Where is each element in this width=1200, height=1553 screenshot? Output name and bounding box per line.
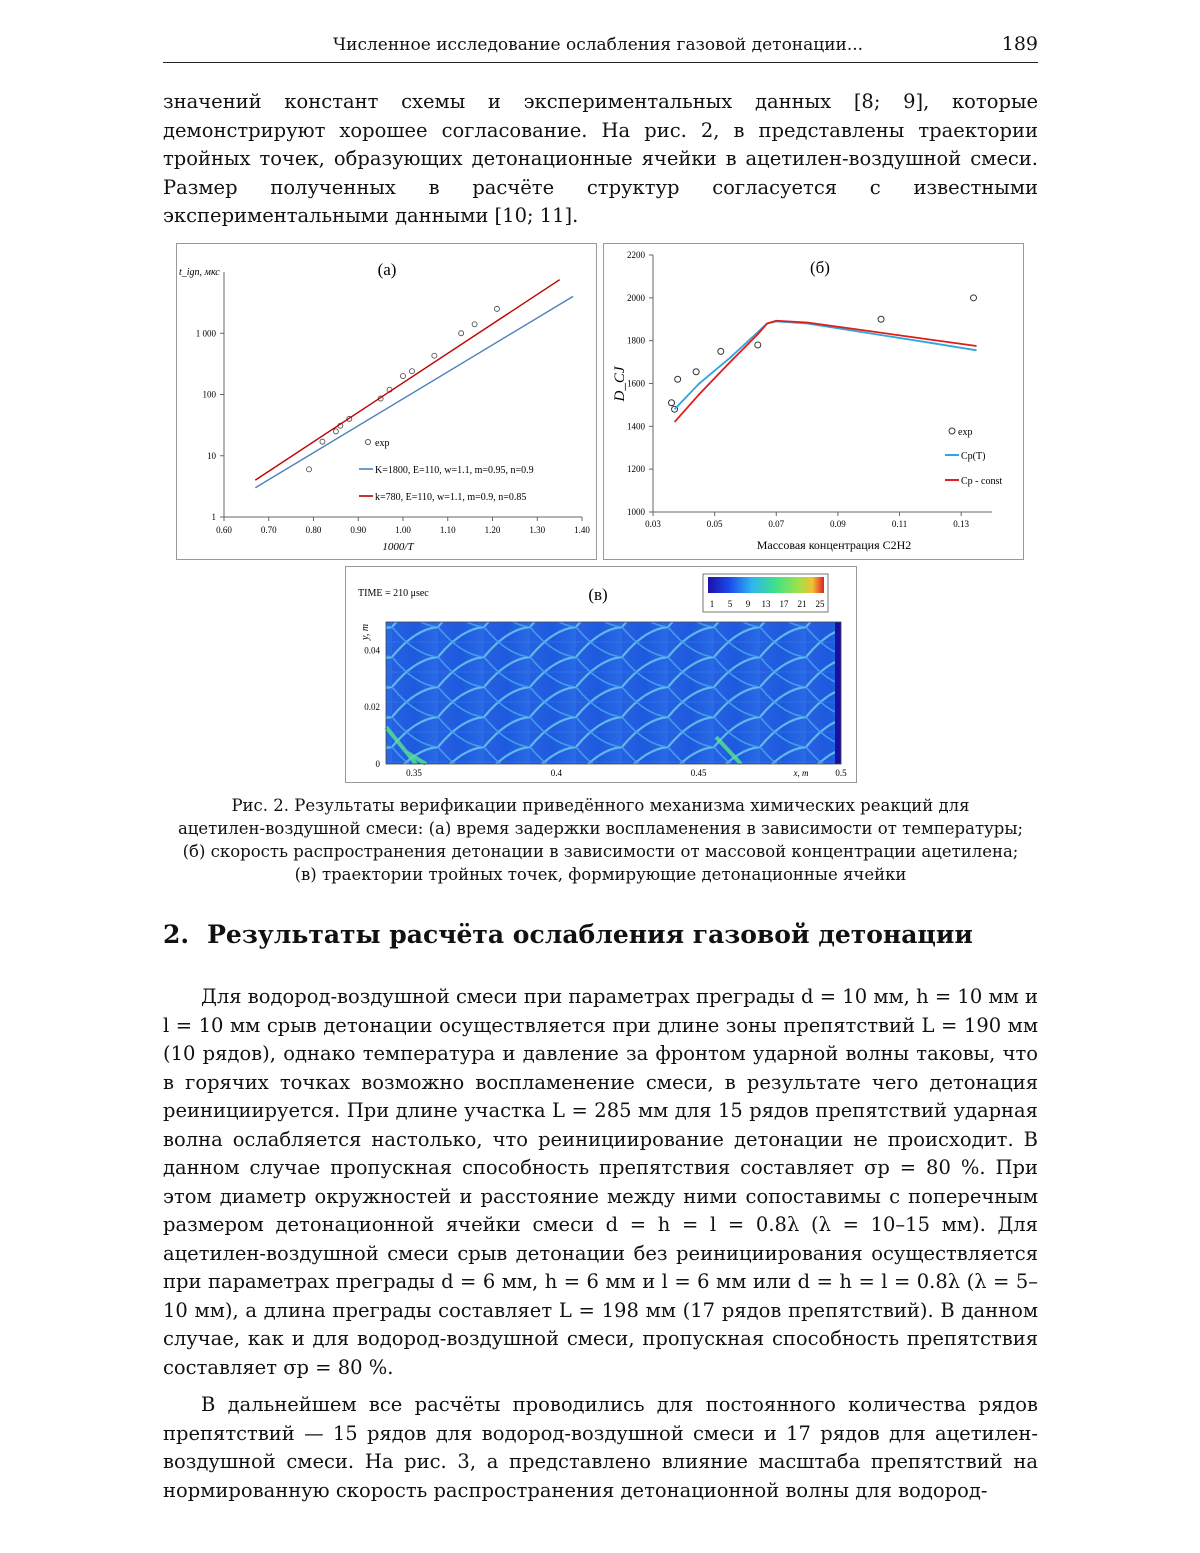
exp-data-point (878, 316, 884, 322)
exp-data-point (307, 467, 312, 472)
y-tick-label: 1800 (627, 335, 645, 346)
legend-marker-exp (366, 440, 371, 445)
exp-data-point (693, 369, 699, 375)
panel-a-chart (177, 244, 596, 559)
colorbar-tick-label: 21 (797, 599, 807, 609)
figure-panel-a (176, 243, 597, 560)
x-tick-label: 0.11 (891, 519, 908, 529)
x-tick-label: 0.13 (953, 519, 970, 529)
y-tick-label: 1400 (627, 421, 645, 432)
y-tick-label: 2000 (627, 292, 645, 303)
y-tick-label: 0.04 (364, 645, 380, 656)
colorbar-tick-label: 5 (727, 599, 733, 609)
x-tick-label: 0.09 (830, 519, 846, 529)
exp-data-point (320, 439, 325, 444)
y-tick-label: 1 (211, 512, 216, 522)
panel-a-y-label: t_ign, мкс (179, 267, 220, 278)
page-number: 189 (1001, 33, 1038, 55)
panel-b-x-label: Массовая концентрация C2H2 (756, 538, 912, 552)
exp-data-point (432, 353, 437, 358)
y-tick-label: 100 (202, 389, 216, 400)
model-series-line (675, 321, 977, 409)
panel-b-label: (б) (810, 258, 830, 277)
x-tick-label: 1.20 (484, 525, 501, 535)
x-tick-label: 0.05 (706, 519, 723, 529)
body-paragraph: Для водород-воздушной смеси при параметрах преграды d = 10 мм, h = 10 мм и l = 10 мм срыв детонации осуществляется при длине зоны препятствий L = 190 мм (10 рядов), однако температура и давление за фронтом ударной волны таковы, что в горячих точках возможно воспламенение смеси, в результате чего детонация реинициируется. При длине участка L = 285 мм для 15 рядов препятствий ударная волна ослабляется настолько, что реинициирование детонации не происходит. В данном случае пропускная способность препятствия составляет σp = 80 %. При этом диаметр окружностей и расстояние между ними сопоставимы с поперечным размером детонационной ячейки смеси d = h = l = 0.8λ (λ = 10–15 мм). Для ацетилен-воздушной смеси срыв детонации без реинициирования осуществляется при параметрах преграды d = 6 мм, h = 6 мм и l = 6 мм или d = h = l = 0.8λ (λ = 5–10 мм), а длина преграды составляет L = 198 мм (17 рядов препятствий). В данном случае, как и для водород-воздушной смеси, пропускная способность препятствия составляет σp = 80 %. (163, 985, 1038, 1379)
caption-line: (в) траектории тройных точек, формирующие детонационные ячейки (294, 865, 907, 884)
section-heading (163, 920, 973, 949)
figure-panel-b (603, 243, 1024, 560)
model-series-line (675, 321, 977, 422)
intro-paragraph: значений констант схемы и экспериментальных данных [8; 9], которые демонстрируют хорошее согласование. На рис. 2, в представлены траектории тройных точек, образующих детонационные ячейки в ацетилен-воздушной смеси. Размер полученных в расчёте структур согласуется с известными экспериментальными данными [10; 11]. (163, 90, 1038, 227)
y-tick-label: 1600 (627, 378, 645, 389)
x-tick-label: 0.07 (768, 519, 785, 529)
x-tick-label: 0.70 (260, 525, 277, 535)
x-tick-label: 0.4 (550, 768, 562, 778)
model-series-line (255, 280, 559, 480)
colorbar-tick-label: 13 (761, 599, 771, 609)
panel-a-label: (а) (377, 260, 397, 279)
panel-c-y-label: y, m (360, 623, 371, 641)
colorbar-tick-label: 1 (709, 599, 715, 609)
x-tick-label: 1.10 (439, 525, 456, 535)
y-tick-label: 1200 (627, 464, 645, 475)
x-tick-label: 0.90 (350, 525, 367, 535)
exp-data-point (472, 322, 477, 327)
y-tick-label: 1000 (627, 507, 645, 517)
x-tick-label: 1.40 (574, 525, 590, 535)
panel-a-x-label: 1000/T (382, 541, 414, 553)
exp-data-point (409, 369, 414, 374)
y-tick-label: 0 (375, 759, 380, 769)
colorbar-gradient (708, 577, 824, 593)
legend-label-red: Cp - const (961, 476, 1003, 487)
legend-label-red: k=780, E=110, w=1.1, m=0.9, n=0.85 (375, 492, 527, 503)
colorbar-tick-label: 25 (815, 599, 825, 609)
cellular-field-overlay (386, 622, 841, 764)
x-tick-label: 0.03 (645, 519, 661, 529)
exp-data-point (675, 376, 681, 382)
section-number: 2. (163, 920, 190, 949)
figure-panel-c (345, 566, 857, 783)
legend-marker-exp (949, 428, 955, 434)
exp-data-point (333, 429, 338, 434)
panel-c-simulation (346, 567, 856, 782)
legend-label-blue: Cp(T) (961, 451, 986, 462)
x-tick-label: 1.00 (395, 525, 411, 535)
panel-b-y-label: D_CJ (612, 366, 628, 402)
panel-c-time-label: TIME = 210 μsec (358, 588, 429, 599)
exp-data-point (494, 306, 499, 311)
legend-label-exp: exp (375, 438, 390, 449)
legend-label-exp: exp (958, 427, 973, 438)
x-tick-label: 0.5 (835, 768, 847, 778)
legend-label-blue: K=1800, E=110, w=1.1, m=0.95, n=0.9 (375, 465, 534, 476)
caption-line: (б) скорость распространения детонации в зависимости от массовой концентрации ацетилена; (182, 842, 1019, 861)
colorbar-tick-label: 17 (779, 599, 789, 609)
panel-b-chart (604, 244, 1023, 559)
exp-data-point (668, 400, 674, 406)
exp-data-point (459, 331, 464, 336)
y-tick-label: 10 (207, 450, 216, 461)
running-title: Численное исследование ослабления газовой детонации... (333, 35, 864, 55)
model-series-line (255, 296, 573, 487)
y-tick-label: 0.02 (364, 702, 380, 713)
exp-data-point (971, 295, 977, 301)
x-unit-label: x, m (793, 768, 809, 778)
running-header (163, 32, 1038, 63)
panel-c-label: (в) (588, 585, 608, 604)
x-tick-label: 1.30 (529, 525, 546, 535)
x-tick-label: 0.80 (305, 525, 322, 535)
figure-caption (163, 794, 1038, 886)
detonation-front (835, 622, 841, 764)
y-tick-label: 2200 (627, 250, 645, 260)
exp-data-point (755, 342, 761, 348)
x-tick-label: 0.45 (690, 768, 707, 778)
caption-line: ацетилен-воздушной смеси: (а) время задержки воспламенения в зависимости от температуры; (177, 819, 1024, 838)
colorbar-tick-label: 9 (745, 599, 751, 609)
exp-data-point (401, 374, 406, 379)
x-tick-label: 0.60 (216, 525, 232, 535)
caption-line: Рис. 2. Результаты верификации приведённого механизма химических реакций для (231, 796, 970, 815)
x-tick-label: 0.35 (406, 768, 422, 778)
exp-data-point (718, 348, 724, 354)
y-tick-label: 1 000 (195, 328, 216, 339)
body-paragraph: В дальнейшем все расчёты проводились для постоянного количества рядов препятствий — 15 рядов для водород-воздушной смеси и 17 рядов для ацетилен-воздушной смеси. На рис. 3, а представлено влияние масштаба препятствий на нормированную скорость распространения детонационной волны для водород- (163, 1393, 1038, 1502)
section-title: Результаты расчёта ослабления газовой детонации (207, 920, 973, 949)
